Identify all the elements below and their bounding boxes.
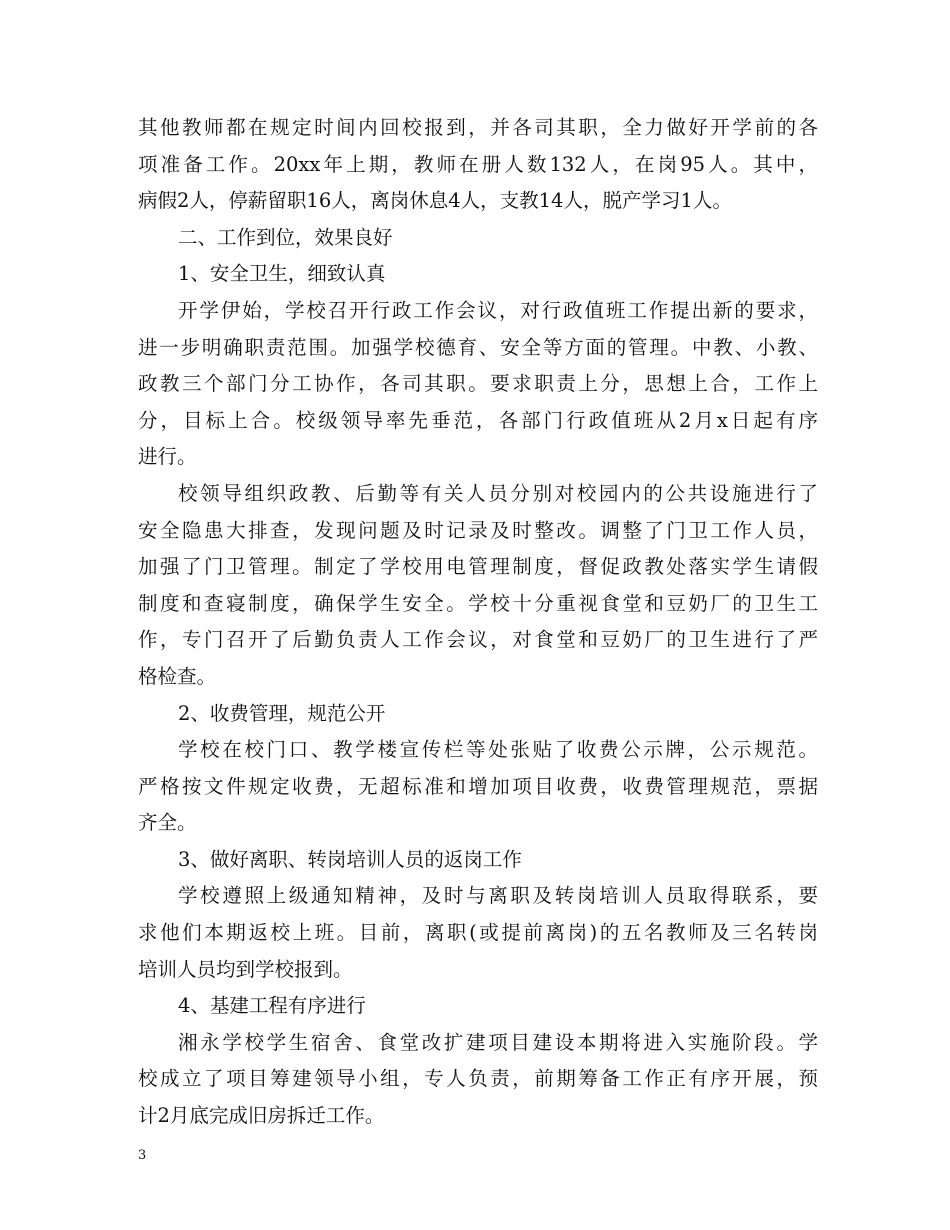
text-line: 计2月底完成旧房拆迁工作。 — [138, 1104, 385, 1128]
page-number: 3 — [138, 1148, 147, 1163]
text-line: 校领导组织政教、后勤等有关人员分别对校园内的公共设施进行了 — [178, 481, 818, 505]
text-line: 齐全。 — [138, 811, 197, 835]
text-line: 安全隐患大排查，发现问题及时记录及时整改。调整了门卫工作人员， — [138, 518, 818, 542]
text-line: 进一步明确职责范围。加强学校德育、安全等方面的管理。中教、小教、 — [138, 335, 818, 359]
text-line: 二、工作到位，效果良好 — [178, 225, 393, 249]
text-line: 病假2人，停薪留职16人，离岗休息4人，支教14人，脱产学习1人。 — [138, 189, 732, 213]
text-line: 加强了门卫管理。制定了学校用电管理制度，督促政教处落实学生请假 — [138, 555, 818, 579]
text-line: 开学伊始，学校召开行政工作会议，对行政值班工作提出新的要求， — [178, 298, 818, 322]
text-line: 1、安全卫生，细致认真 — [178, 262, 386, 286]
text-line: 2、收费管理，规范公开 — [178, 701, 386, 725]
document-body — [138, 110, 818, 1135]
text-line: 格检查。 — [138, 664, 217, 688]
text-line: 学校遵照上级通知精神，及时与离职及转岗培训人员取得联系，要 — [178, 884, 818, 908]
text-line: 作，专门召开了后勤负责人工作会议，对食堂和豆奶厂的卫生进行了严 — [138, 628, 818, 652]
text-line: 制度和查寝制度，确保学生安全。学校十分重视食堂和豆奶厂的卫生工 — [138, 591, 818, 615]
text-line: 政教三个部门分工协作，各司其职。要求职责上分，思想上合，工作上 — [138, 372, 818, 396]
text-line: 其他教师都在规定时间内回校报到，并各司其职，全力做好开学前的各 — [138, 116, 818, 139]
text-line: 项准备工作。20xx年上期，教师在册人数132人，在岗95人。其中， — [138, 152, 818, 176]
text-line: 求他们本期返校上班。目前，离职(或提前离岗)的五名教师及三名转岗 — [138, 921, 818, 945]
text-line: 培训人员均到学校报到。 — [138, 957, 353, 981]
text-line: 严格按文件规定收费，无超标准和增加项目收费，收费管理规范，票据 — [138, 774, 818, 798]
text-line: 校成立了项目筹建领导小组，专人负责，前期筹备工作正有序开展，预 — [138, 1067, 818, 1091]
text-line: 分，目标上合。校级领导率先垂范，各部门行政值班从2月x日起有序 — [138, 408, 818, 432]
text-line: 进行。 — [138, 445, 197, 469]
text-line: 4、基建工程有序进行 — [178, 994, 366, 1018]
text-line: 学校在校门口、教学楼宣传栏等处张贴了收费公示牌，公示规范。 — [178, 738, 818, 762]
text-line: 3、做好离职、转岗培训人员的返岗工作 — [178, 847, 522, 871]
text-line: 湘永学校学生宿舍、食堂改扩建项目建设本期将进入实施阶段。学 — [178, 1030, 818, 1054]
